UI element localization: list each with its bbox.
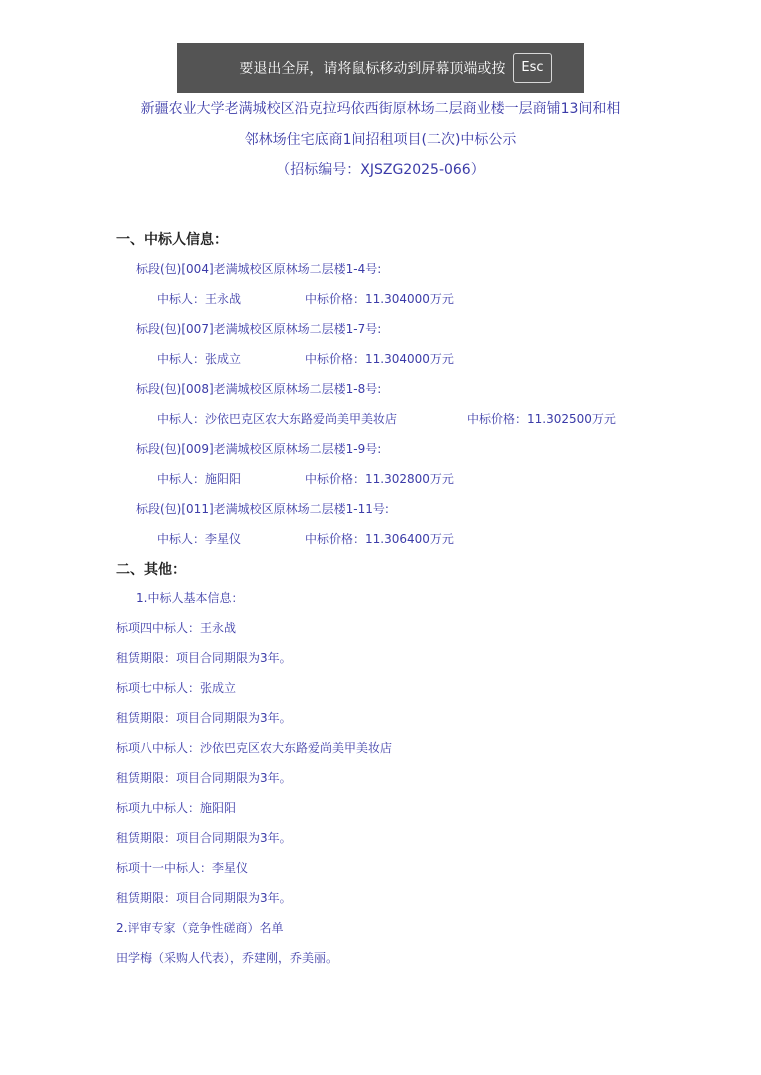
- fullscreen-exit-banner: [177, 43, 584, 93]
- basic-info-lease: 租赁期限：项目合同期限为3年。: [116, 891, 292, 905]
- lot-price: 中标价格：11.306400万元: [305, 532, 454, 546]
- section2-heading: 二、其他：: [116, 562, 186, 578]
- lot-winner: 中标人：张成立: [157, 352, 242, 366]
- basic-info-winner: 标项十一中标人：李星仪: [116, 861, 249, 875]
- document-title-line2: 邻林场住宅底商1间招租项目(二次)中标公示: [244, 132, 517, 148]
- lot-winner: 中标人：沙依巴克区农大东路爱尚美甲美妆店: [157, 412, 398, 426]
- lot-winner: 中标人：李星仪: [157, 532, 242, 546]
- basic-info-winner: 标项九中标人：施阳阳: [116, 801, 237, 815]
- basic-info-lease: 租赁期限：项目合同期限为3年。: [116, 771, 292, 785]
- document-title-line1: 新疆农业大学老满城校区沿克拉玛依西街原林场二层商业楼一层商铺13间和相: [140, 101, 621, 117]
- lot-price: 中标价格：11.302500万元: [467, 412, 616, 426]
- tender-number: （招标编号：XJSZG2025-066）: [276, 162, 485, 178]
- esc-key-hint[interactable]: Esc: [513, 53, 551, 83]
- lot-price: 中标价格：11.304000万元: [305, 352, 454, 366]
- experts-heading: 2.评审专家（竞争性磋商）名单: [116, 921, 284, 935]
- lot-price: 中标价格：11.304000万元: [305, 292, 454, 306]
- lot-winner: 中标人：施阳阳: [157, 472, 242, 486]
- experts-list: 田学梅（采购人代表），乔建刚，乔美丽。: [116, 951, 339, 965]
- lot-label: 标段(包)[009]老满城校区原林场二层楼1-9号:: [136, 442, 382, 456]
- basic-info-lease: 租赁期限：项目合同期限为3年。: [116, 651, 292, 665]
- basic-info-winner: 标项八中标人：沙依巴克区农大东路爱尚美甲美妆店: [116, 741, 393, 755]
- lot-label: 标段(包)[011]老满城校区原林场二层楼1-11号:: [136, 502, 389, 516]
- lot-price: 中标价格：11.302800万元: [305, 472, 454, 486]
- lot-label: 标段(包)[007]老满城校区原林场二层楼1-7号:: [136, 322, 382, 336]
- basic-info-winner: 标项七中标人：张成立: [116, 681, 237, 695]
- section1-heading: 一、中标人信息：: [116, 232, 228, 248]
- basic-info-lease: 租赁期限：项目合同期限为3年。: [116, 831, 292, 845]
- lot-winner: 中标人：王永战: [157, 292, 242, 306]
- basic-info-winner: 标项四中标人：王永战: [116, 621, 237, 635]
- basic-info-heading: 1.中标人基本信息：: [136, 591, 244, 605]
- basic-info-lease: 租赁期限：项目合同期限为3年。: [116, 711, 292, 725]
- fullscreen-exit-message: 要退出全屏，请将鼠标移动到屏幕顶端或按: [239, 61, 506, 77]
- lot-label: 标段(包)[004]老满城校区原林场二层楼1-4号:: [136, 262, 382, 276]
- lot-label: 标段(包)[008]老满城校区原林场二层楼1-8号:: [136, 382, 382, 396]
